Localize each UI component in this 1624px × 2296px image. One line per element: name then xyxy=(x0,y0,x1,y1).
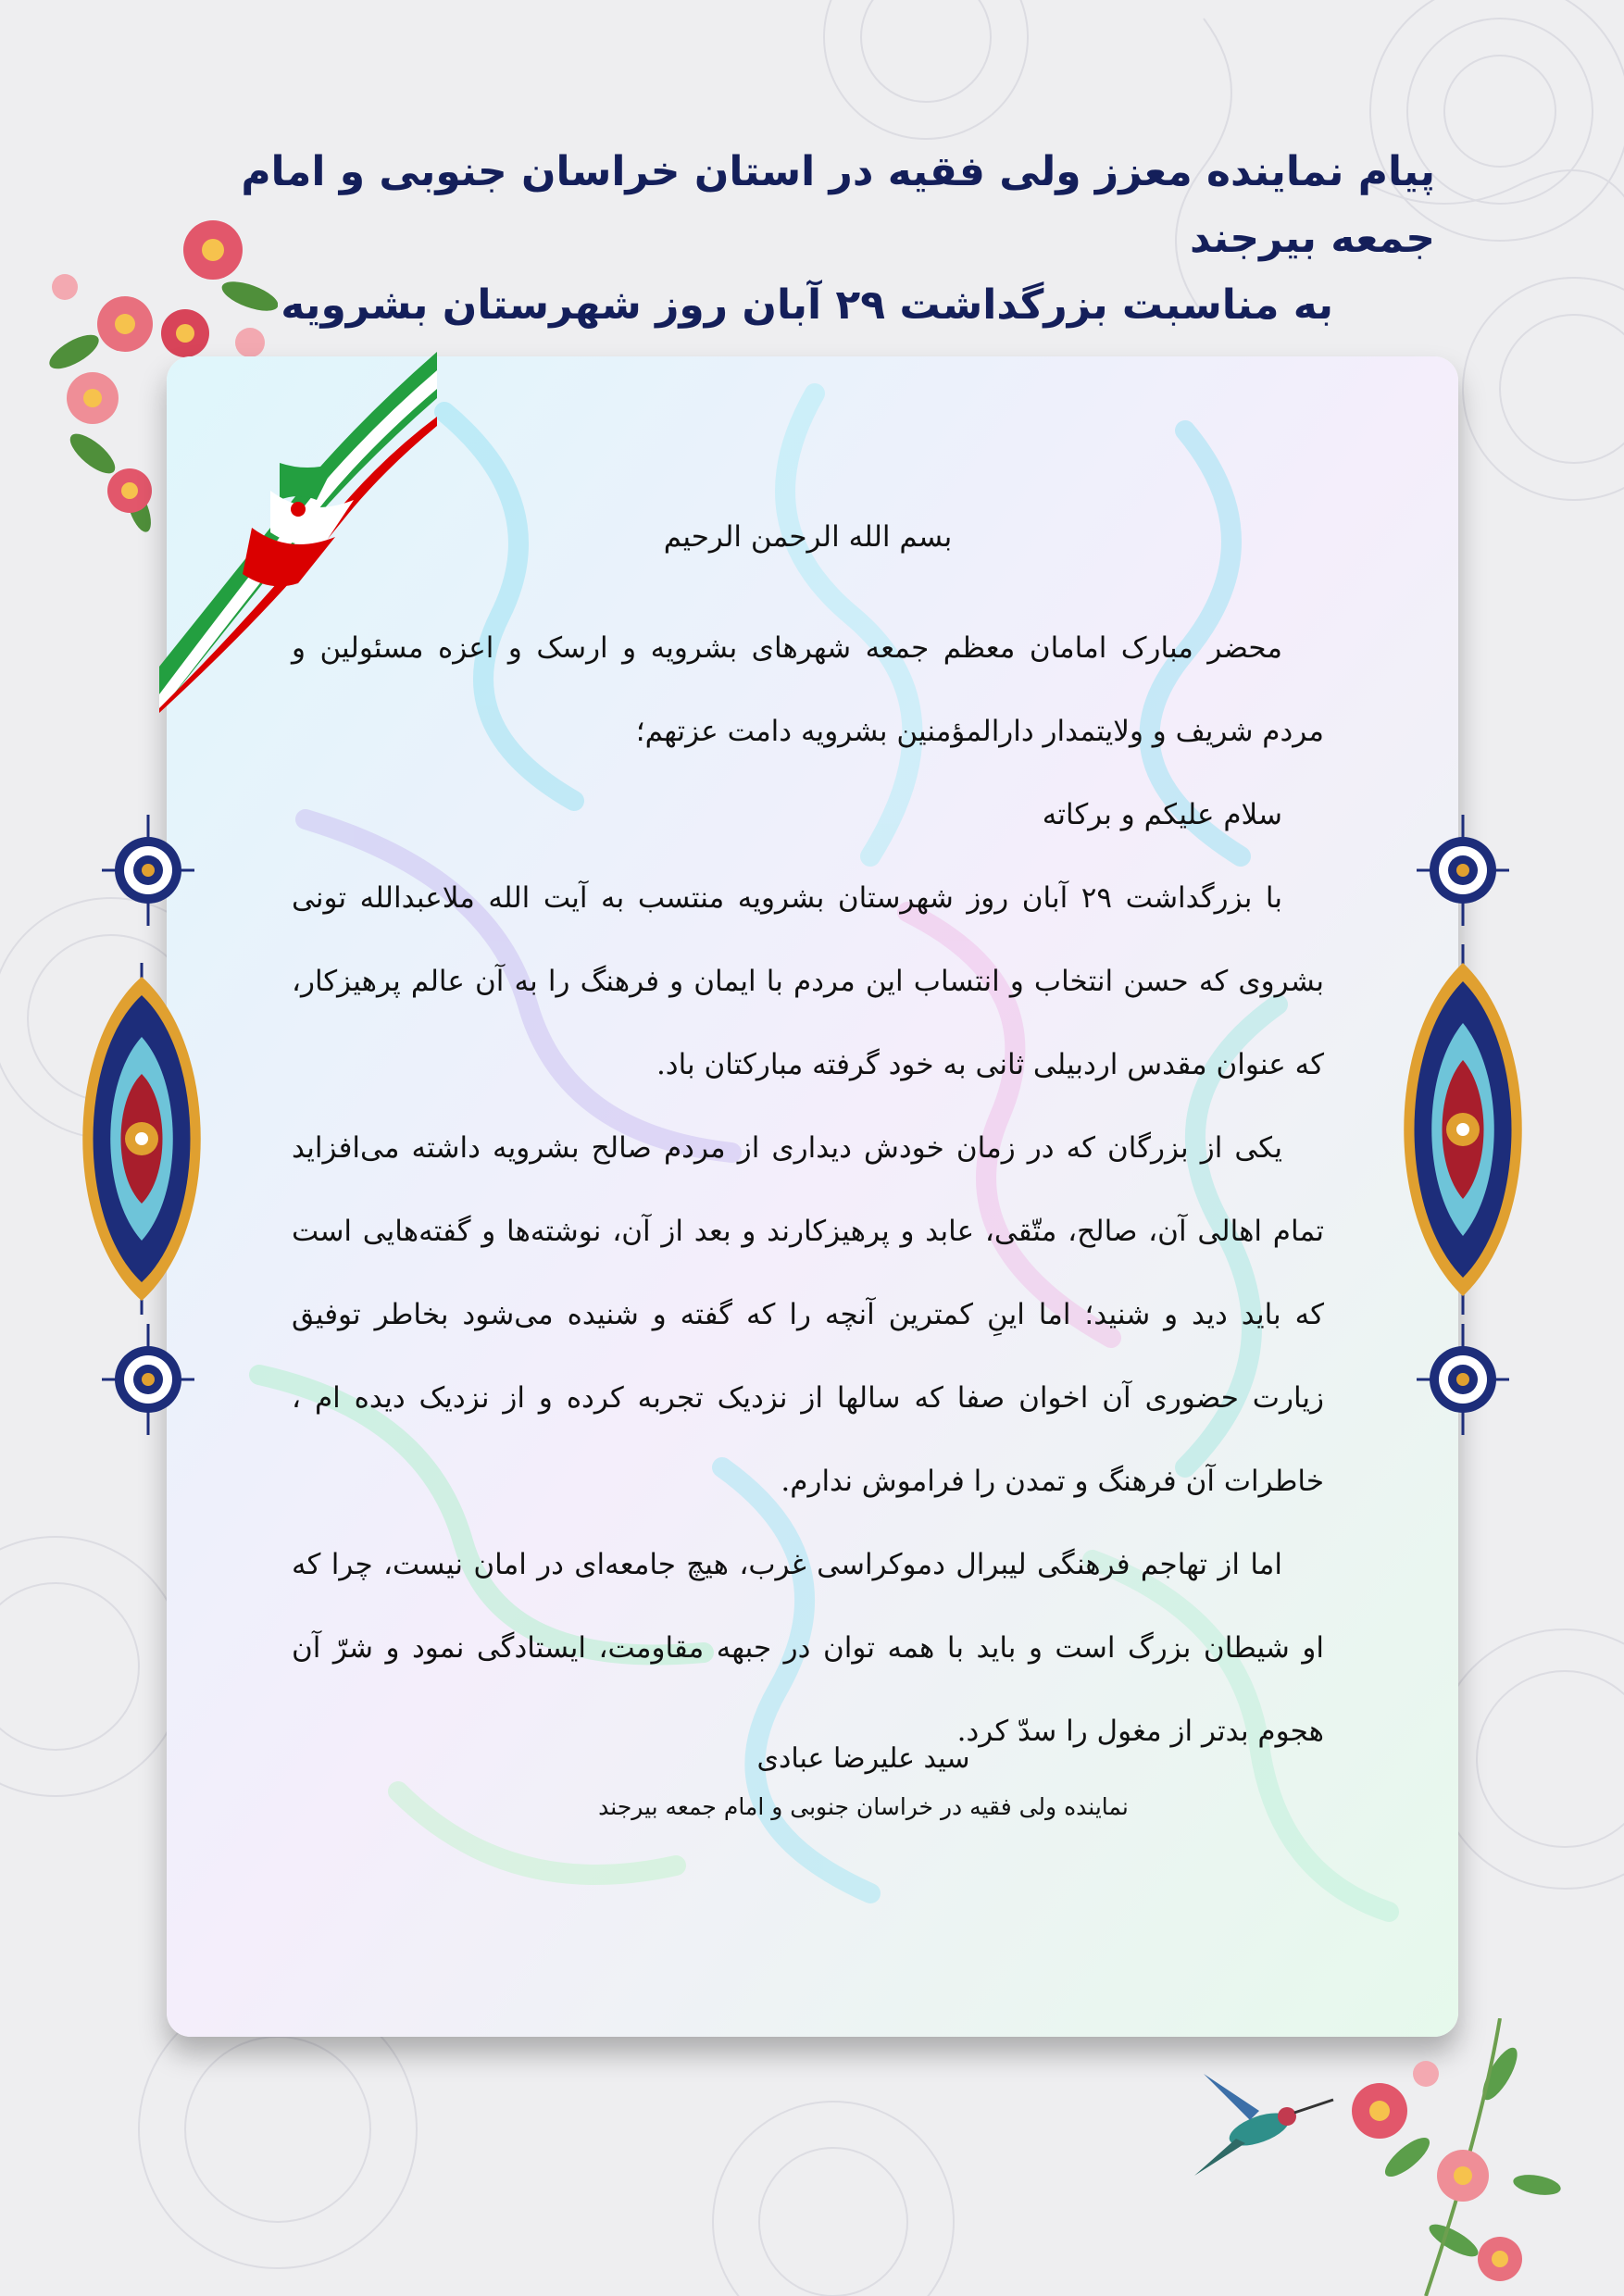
letter-greeting: سلام علیکم و برکاته xyxy=(1042,798,1282,831)
message-title xyxy=(139,139,1435,339)
letter-paragraph-2: یکی از بزرگان که در زمان خودش دیداری از مردم صالح بشرویه داشته می‌افزاید تمام اهالی آن، صالح، متّقی، عابد و پرهیزکارند و بعد از آن، نوشته‌ها و گفته‌هایی است که باید دید و شنید؛ اما اینِ کمترین آنچه را که گفته و شنیده می‌شود بخاطر توفیق زیارت حضوری آن اخوان صفا که سالها از نزدیک تجربه کرده و از نزدیک دیده ام ، خاطرات آن فرهنگ و تمدن را فراموش ندارم. xyxy=(292,1131,1324,1498)
left-medallion-tile xyxy=(63,963,220,1315)
signatory-name: سید علیرضا عبادی xyxy=(756,1742,970,1775)
hummingbird-icon xyxy=(1194,2074,1333,2176)
title-line-1: پیام نماینده معزز ولی فقیه در استان خراسان جنوبی و امام جمعه بیرجند xyxy=(241,148,1435,262)
letter-paragraph-3: اما از تهاجم فرهنگی لیبرال دموکراسی غرب، هیچ جامعه‌ای در امان نیست، چرا که او شیطان بزرگ است و باید با همه توان در جبهه مقاومت، ایستادگی نمود و شرّ آن هجوم بدتر از مغول را سدّ کرد. xyxy=(292,1548,1324,1748)
title-line-2: به مناسبت بزرگداشت ۲۹ آبان روز شهرستان بشرویه xyxy=(281,281,1333,329)
letter-address: محضر مبارک امامان معظم جمعه شهرهای بشرویه و ارسک و اعزه مسئولین و مردم شریف و ولایتمدار دارالمؤمنین بشرویه دامت عزتهم؛ xyxy=(292,631,1324,748)
right-medallion-tile xyxy=(1384,944,1542,1315)
left-small-rosette-top xyxy=(102,815,194,926)
signatory-role: نماینده ولی فقیه در خراسان جنوبی و امام جمعه بیرجند xyxy=(598,1793,1129,1820)
basmala: بسم الله الرحمن الرحیم xyxy=(663,520,953,554)
iran-flag-ribbon xyxy=(159,352,456,713)
signature-block xyxy=(167,1731,1458,1828)
right-small-rosette-top xyxy=(1417,815,1509,926)
right-small-rosette-bottom xyxy=(1417,1324,1509,1435)
hummingbird-flowers-decoration xyxy=(1194,2018,1565,2296)
left-small-rosette-bottom xyxy=(102,1324,194,1435)
letter-paragraph-1: با بزرگداشت ۲۹ آبان روز شهرستان بشرویه منتسب به آیت الله ملاعبدالله تونی بشروی که حسن انتخاب و انتساب این مردم با ایمان و فرهنگ را به آن عالم پرهیزکار، که عنوان مقدس اردبیلی ثانی به خود گرفته مبارکتان باد. xyxy=(292,881,1324,1081)
